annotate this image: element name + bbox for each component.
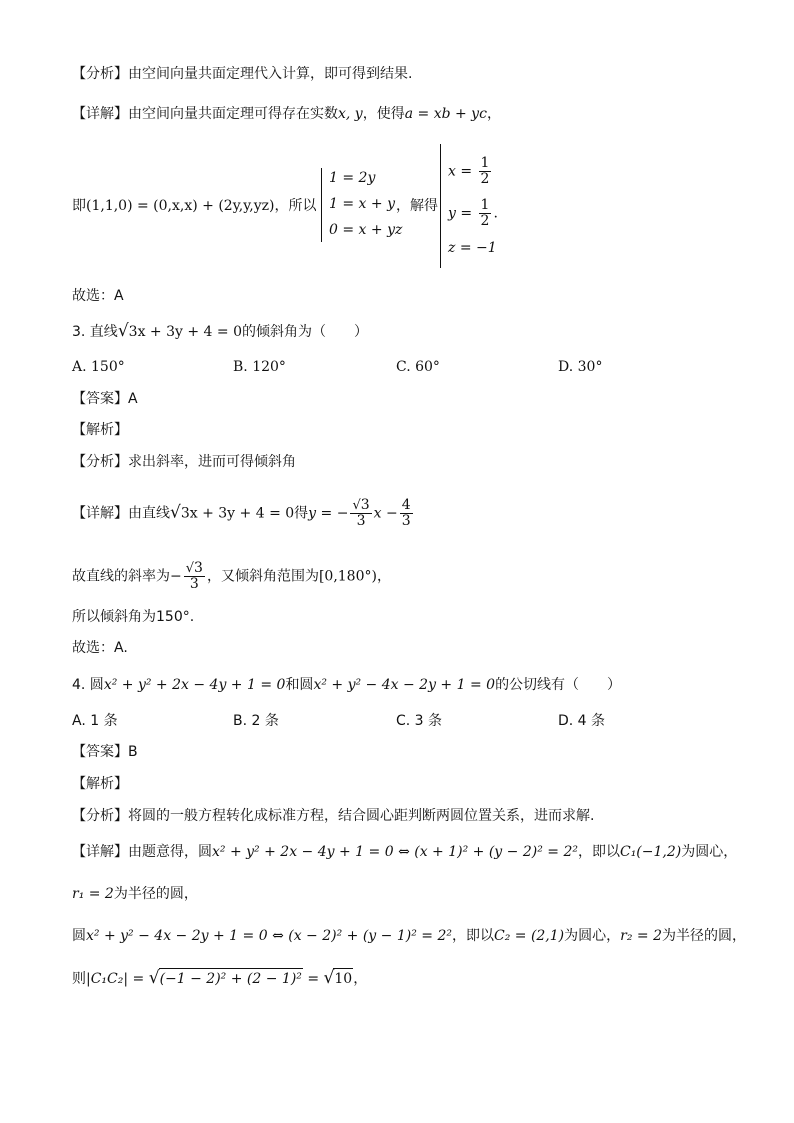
detail-line-3 [72,196,316,216]
q3-answer: 【答案】A [72,391,138,407]
detail-2-eq: a = xb + yc [404,106,487,122]
q3-slope: 故直线的斜率为− $\frac{√3}{3}$ ，又倾斜角范围为[0,180°)， [72,560,391,592]
q4-r1: r₁ = 2为半径的圆， [72,886,198,902]
q3-conclusion: 所以倾斜角为150°. [72,609,195,625]
q3-choose: 故选：A. [72,640,128,656]
q3-option-d: D. 30° [558,359,603,375]
detail-2-vars: x, y [338,106,363,122]
detail-line-2 [72,104,501,124]
solution-z: z = −1 [448,240,497,256]
detail-3-eq: (1,1,0) = (0,x,x) + (2y,y,yz) [86,198,275,214]
q4-analysis: 【分析】将圆的一般方程转化成标准方程，结合圆心距判断两圆位置关系，进而求解. [72,808,595,824]
q4-answer: 【答案】B [72,744,138,760]
solution-x: x = $\frac{1}{2}$ [448,155,490,187]
q3-stem-eq: 3x + 3y + 4 = 0 [128,324,242,340]
detail-3-prefix: 即 [72,198,86,214]
q4-option-d: D. 4 条 [558,713,606,729]
system-brace-left [321,168,322,242]
analysis-line-1: 【分析】由空间向量共面定理代入计算，即可得到结果. [72,66,413,82]
q3-detail: 【详解】由直线√3x + 3y + 4 = 0得y = − $\frac{√3}{3}$ x − $\frac{4}{3}$ [72,497,411,529]
q4-circle2: 圆x² + y² − 4x − 2y + 1 = 0 ⇔ (x − 2)² + (y − 1)² = 2²，即以C₂ = (2,1)为圆心，r₂ = 2为半径的圆， [72,928,746,944]
q3-stem: 3. 直线√3x + 3y + 4 = 0的倾斜角为（ ） [72,321,368,341]
detail-3-solve: ，解得 [396,198,438,214]
detail-3-mid: ，所以 [274,198,317,214]
solution-y: y = $\frac{1}{2}$ . [448,197,498,229]
detail-2-mid: ，使得 [362,106,405,122]
detail-2-suffix: ， [486,106,501,122]
solution-brace [440,144,441,268]
system-eq-1: 1 = 2y [329,170,376,186]
q3-option-c: C. 60° [396,359,440,375]
q3-option-b: B. 120° [233,359,286,375]
q4-distance: 则|C₁C₂| = √(−1 − 2)² + (2 − 1)² = √10， [72,968,368,988]
q4-stem: 4. 圆x² + y² + 2x − 4y + 1 = 0和圆x² + y² − 4x − 2y + 1 = 0的公切线有（ ） [72,677,622,693]
q4-detail: 【详解】由题意得，圆x² + y² + 2x − 4y + 1 = 0 ⇔ (x + 1)² + (y − 2)² = 2²，即以C₁(−1,2)为圆心， [72,844,738,860]
q3-option-a: A. 150° [72,359,125,375]
q4-option-a: A. 1 条 [72,713,118,729]
q4-option-c: C. 3 条 [396,713,443,729]
detail-2-prefix: 【详解】由空间向量共面定理可得存在实数 [72,106,338,122]
choose-line-1: 故选：A [72,288,124,304]
q3-analysis-head: 【解析】 [72,422,128,438]
q4-option-b: B. 2 条 [233,713,279,729]
q3-analysis: 【分析】求出斜率，进而可得倾斜角 [72,454,296,470]
system-eq-2: 1 = x + y [329,196,395,212]
system-eq-3: 0 = x + yz [329,222,403,238]
q4-analysis-head: 【解析】 [72,776,128,792]
